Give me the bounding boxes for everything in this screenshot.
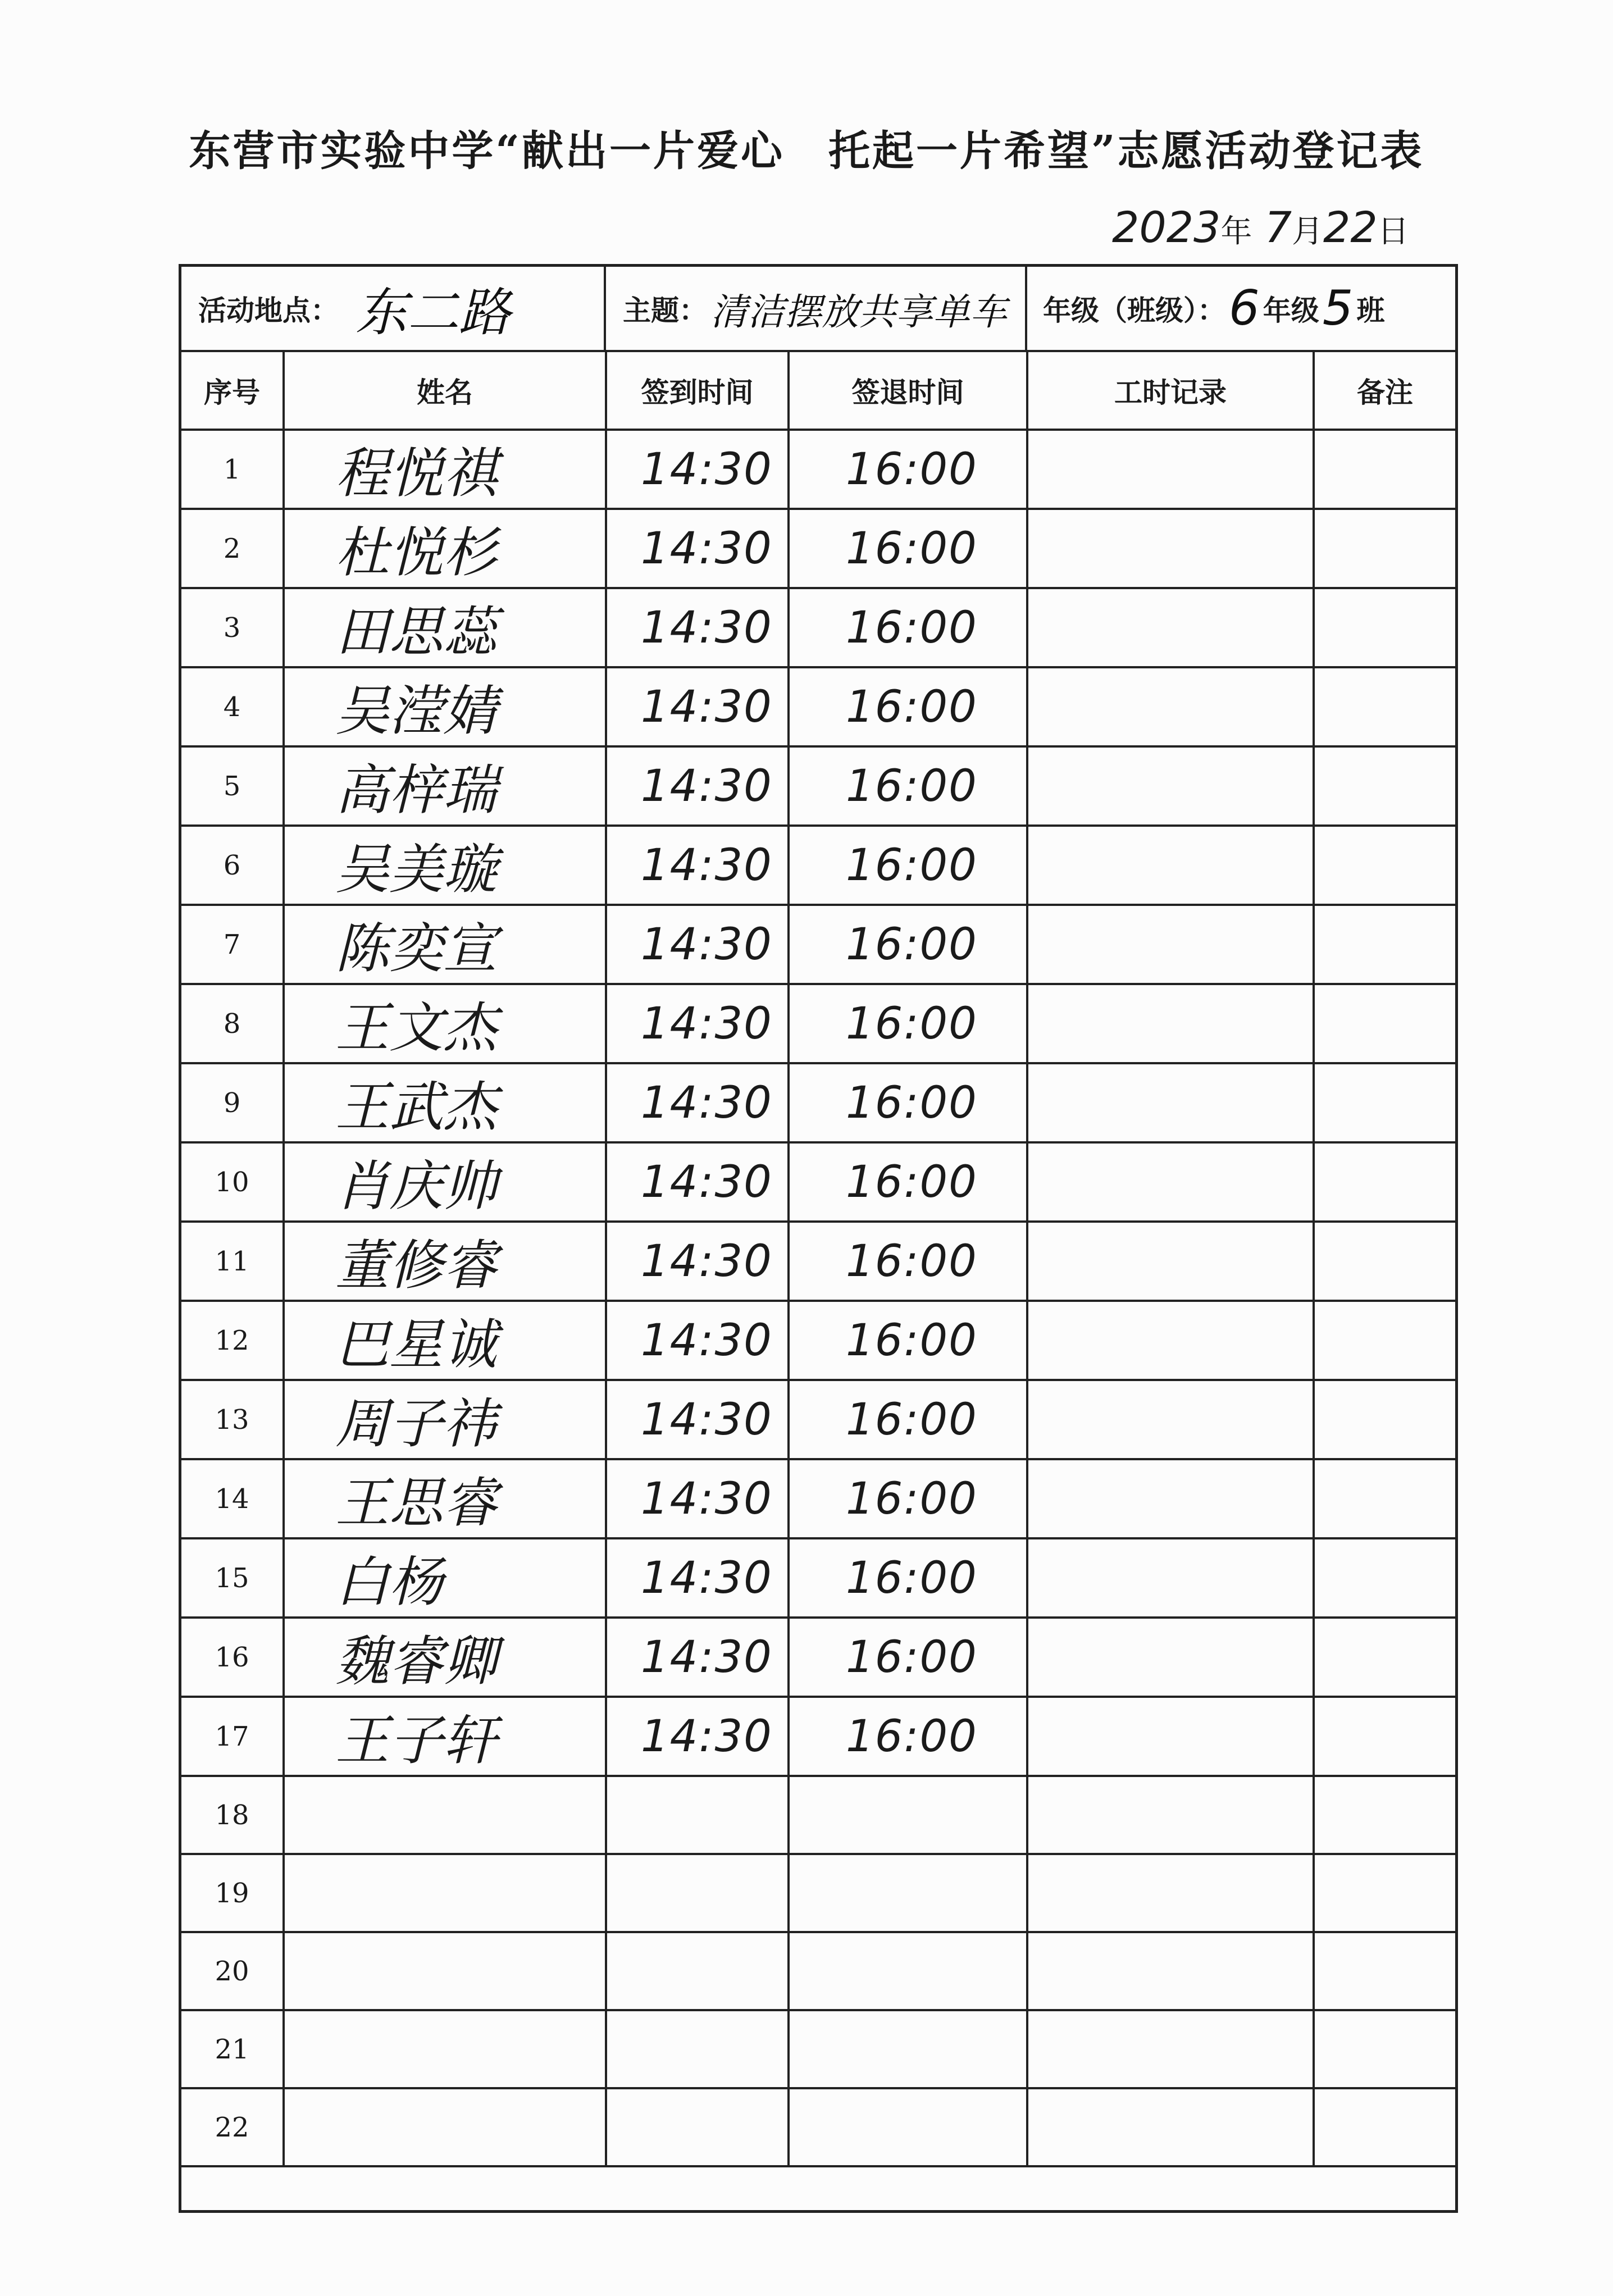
grade-label: 年级（班级）： [1043, 294, 1225, 327]
table-row [181, 905, 1455, 984]
row-number-cell: 20 [181, 1932, 284, 2010]
sign-in-time-cell: 14:30 [606, 746, 789, 826]
sign-in-time-cell: 14:30 [606, 1380, 789, 1459]
theme-label: 主题： [623, 294, 707, 327]
work-hours-cell [1027, 746, 1314, 826]
volunteer-table [181, 352, 1455, 2167]
row-number-cell: 19 [181, 1854, 284, 1932]
work-hours-cell [1027, 2010, 1314, 2088]
name-cell [284, 2010, 606, 2088]
work-hours-cell [1027, 2088, 1314, 2166]
table-row [181, 984, 1455, 1063]
sign-out-time-cell: 16:00 [789, 588, 1027, 667]
work-hours-cell [1027, 1222, 1314, 1301]
table-row [181, 1776, 1455, 1854]
row-number-cell: 15 [181, 1538, 284, 1618]
sign-out-time-cell: 16:00 [789, 1301, 1027, 1380]
form-title: 东营市实验中学“献出一片爱心 托起一片希望”志愿活动登记表 [189, 127, 1424, 175]
work-hours-cell [1027, 826, 1314, 905]
sign-out-time-cell: 16:00 [789, 1142, 1027, 1222]
name-cell: 高梓瑞 [284, 746, 606, 826]
table-row [181, 1538, 1455, 1618]
sign-in-time-cell: 14:30 [606, 1142, 789, 1222]
work-hours-cell [1027, 1142, 1314, 1222]
form-date [1112, 202, 1409, 252]
work-hours-cell [1027, 1301, 1314, 1380]
work-hours-cell [1027, 905, 1314, 984]
sign-out-time-cell: 16:00 [789, 1063, 1027, 1142]
grade-field [1027, 267, 1455, 352]
name-cell: 肖庆帅 [284, 1142, 606, 1222]
class-value: 5 [1322, 280, 1354, 336]
table-row [181, 826, 1455, 905]
table-row [181, 430, 1455, 509]
work-hours-cell [1027, 1380, 1314, 1459]
work-hours-cell [1027, 984, 1314, 1063]
row-number-cell: 2 [181, 509, 284, 588]
work-hours-cell [1027, 509, 1314, 588]
sign-in-time-cell: 14:30 [606, 826, 789, 905]
sign-in-time-cell: 14:30 [606, 509, 789, 588]
sign-in-time-cell [606, 1854, 789, 1932]
remarks-cell [1314, 1063, 1455, 1142]
sign-out-time-cell: 16:00 [789, 1697, 1027, 1776]
sign-in-time-cell: 14:30 [606, 667, 789, 746]
sign-in-time-cell: 14:30 [606, 1618, 789, 1697]
table-row [181, 1697, 1455, 1776]
remarks-cell [1314, 1618, 1455, 1697]
sign-out-time-cell: 16:00 [789, 1459, 1027, 1538]
remarks-cell [1314, 2010, 1455, 2088]
row-number-cell: 5 [181, 746, 284, 826]
column-header: 工时记录 [1027, 352, 1314, 430]
theme-field [606, 267, 1027, 352]
name-cell [284, 1854, 606, 1932]
name-cell: 王武杰 [284, 1063, 606, 1142]
column-header: 姓名 [284, 352, 606, 430]
name-cell: 魏睿卿 [284, 1618, 606, 1697]
table-row [181, 667, 1455, 746]
row-number-cell: 12 [181, 1301, 284, 1380]
table-row [181, 746, 1455, 826]
remarks-cell [1314, 509, 1455, 588]
theme-value: 清洁摆放共享单车 [710, 290, 1007, 334]
name-cell: 陈奕宣 [284, 905, 606, 984]
table-row [181, 588, 1455, 667]
name-cell: 吴美璇 [284, 826, 606, 905]
table-row [181, 1301, 1455, 1380]
name-cell: 程悦祺 [284, 430, 606, 509]
sign-out-time-cell: 16:00 [789, 667, 1027, 746]
column-header: 签到时间 [606, 352, 789, 430]
row-number-cell: 22 [181, 2088, 284, 2166]
row-number-cell: 17 [181, 1697, 284, 1776]
name-cell [284, 1776, 606, 1854]
work-hours-cell [1027, 1618, 1314, 1697]
work-hours-cell [1027, 1932, 1314, 2010]
work-hours-cell [1027, 430, 1314, 509]
remarks-cell [1314, 1222, 1455, 1301]
row-number-cell: 14 [181, 1459, 284, 1538]
sign-out-time-cell: 16:00 [789, 905, 1027, 984]
row-number-cell: 9 [181, 1063, 284, 1142]
remarks-cell [1314, 1697, 1455, 1776]
sign-in-time-cell [606, 2088, 789, 2166]
sign-out-time-cell: 16:00 [789, 1538, 1027, 1618]
sign-out-time-cell: 16:00 [789, 509, 1027, 588]
sign-in-time-cell: 14:30 [606, 905, 789, 984]
sign-out-time-cell: 16:00 [789, 826, 1027, 905]
remarks-cell [1314, 1538, 1455, 1618]
sign-out-time-cell [789, 1932, 1027, 2010]
name-cell: 白杨 [284, 1538, 606, 1618]
date-day-unit: 日 [1377, 213, 1409, 250]
name-cell: 杜悦杉 [284, 509, 606, 588]
name-cell: 王子轩 [284, 1697, 606, 1776]
row-number-cell: 4 [181, 667, 284, 746]
table-row [181, 2010, 1455, 2088]
work-hours-cell [1027, 1538, 1314, 1618]
sign-in-time-cell [606, 2010, 789, 2088]
table-row [181, 1222, 1455, 1301]
work-hours-cell [1027, 1697, 1314, 1776]
location-value: 东二路 [356, 283, 511, 343]
table-row [181, 2088, 1455, 2166]
column-header: 备注 [1314, 352, 1455, 430]
row-number-cell: 6 [181, 826, 284, 905]
work-hours-cell [1027, 1063, 1314, 1142]
sign-in-time-cell [606, 1932, 789, 2010]
table-header-row [181, 352, 1455, 430]
sign-out-time-cell [789, 1776, 1027, 1854]
remarks-cell [1314, 1459, 1455, 1538]
date-year: 2023 [1112, 202, 1221, 252]
remarks-cell [1314, 826, 1455, 905]
name-cell [284, 1932, 606, 2010]
remarks-cell [1314, 1380, 1455, 1459]
work-hours-cell [1027, 1776, 1314, 1854]
row-number-cell: 3 [181, 588, 284, 667]
remarks-cell [1314, 2088, 1455, 2166]
sign-out-time-cell: 16:00 [789, 1222, 1027, 1301]
grade-value: 6 [1229, 280, 1260, 336]
remarks-cell [1314, 1854, 1455, 1932]
remarks-cell [1314, 1301, 1455, 1380]
sign-in-time-cell: 14:30 [606, 1538, 789, 1618]
row-number-cell: 10 [181, 1142, 284, 1222]
row-number-cell: 7 [181, 905, 284, 984]
row-number-cell: 1 [181, 430, 284, 509]
sign-in-time-cell: 14:30 [606, 984, 789, 1063]
class-unit: 班 [1356, 294, 1385, 327]
sign-out-time-cell: 16:00 [789, 430, 1027, 509]
remarks-cell [1314, 746, 1455, 826]
sign-out-time-cell [789, 1854, 1027, 1932]
name-cell [284, 2088, 606, 2166]
remarks-cell [1314, 667, 1455, 746]
date-month-unit: 月 [1292, 213, 1324, 250]
remarks-cell [1314, 430, 1455, 509]
grade-unit: 年级 [1263, 294, 1319, 327]
location-field [181, 267, 606, 352]
table-row [181, 1618, 1455, 1697]
table-row [181, 1854, 1455, 1932]
date-day: 22 [1323, 202, 1378, 252]
table-row [181, 1063, 1455, 1142]
sign-in-time-cell: 14:30 [606, 1459, 789, 1538]
row-number-cell: 8 [181, 984, 284, 1063]
work-hours-cell [1027, 1854, 1314, 1932]
sign-out-time-cell: 16:00 [789, 984, 1027, 1063]
name-cell: 吴滢婧 [284, 667, 606, 746]
sign-out-time-cell: 16:00 [789, 746, 1027, 826]
sign-out-time-cell: 16:00 [789, 1618, 1027, 1697]
row-number-cell: 21 [181, 2010, 284, 2088]
table-row [181, 1142, 1455, 1222]
name-cell: 巴星诚 [284, 1301, 606, 1380]
location-label: 活动地点： [198, 294, 339, 327]
work-hours-cell [1027, 667, 1314, 746]
remarks-cell [1314, 1776, 1455, 1854]
row-number-cell: 13 [181, 1380, 284, 1459]
column-header: 签退时间 [789, 352, 1027, 430]
sign-out-time-cell: 16:00 [789, 1380, 1027, 1459]
remarks-cell [1314, 984, 1455, 1063]
sign-in-time-cell: 14:30 [606, 1301, 789, 1380]
remarks-cell [1314, 1142, 1455, 1222]
row-number-cell: 11 [181, 1222, 284, 1301]
table-row [181, 1459, 1455, 1538]
sign-in-time-cell: 14:30 [606, 1697, 789, 1776]
sign-out-time-cell [789, 2010, 1027, 2088]
remarks-cell [1314, 1932, 1455, 2010]
date-year-unit: 年 [1220, 213, 1252, 250]
name-cell: 王思睿 [284, 1459, 606, 1538]
sign-in-time-cell [606, 1776, 789, 1854]
table-row [181, 1932, 1455, 2010]
sign-out-time-cell [789, 2088, 1027, 2166]
name-cell: 董修睿 [284, 1222, 606, 1301]
row-number-cell: 18 [181, 1776, 284, 1854]
row-number-cell: 16 [181, 1618, 284, 1697]
work-hours-cell [1027, 588, 1314, 667]
name-cell: 王文杰 [284, 984, 606, 1063]
column-header: 序号 [181, 352, 284, 430]
work-hours-cell [1027, 1459, 1314, 1538]
table-row [181, 509, 1455, 588]
sign-in-time-cell: 14:30 [606, 1222, 789, 1301]
name-cell: 周子祎 [284, 1380, 606, 1459]
date-month: 7 [1264, 202, 1292, 252]
sign-in-time-cell: 14:30 [606, 588, 789, 667]
registration-sheet [179, 264, 1458, 2213]
sign-in-time-cell: 14:30 [606, 430, 789, 509]
remarks-cell [1314, 588, 1455, 667]
table-row [181, 1380, 1455, 1459]
name-cell: 田思蕊 [284, 588, 606, 667]
remarks-cell [1314, 905, 1455, 984]
sign-in-time-cell: 14:30 [606, 1063, 789, 1142]
